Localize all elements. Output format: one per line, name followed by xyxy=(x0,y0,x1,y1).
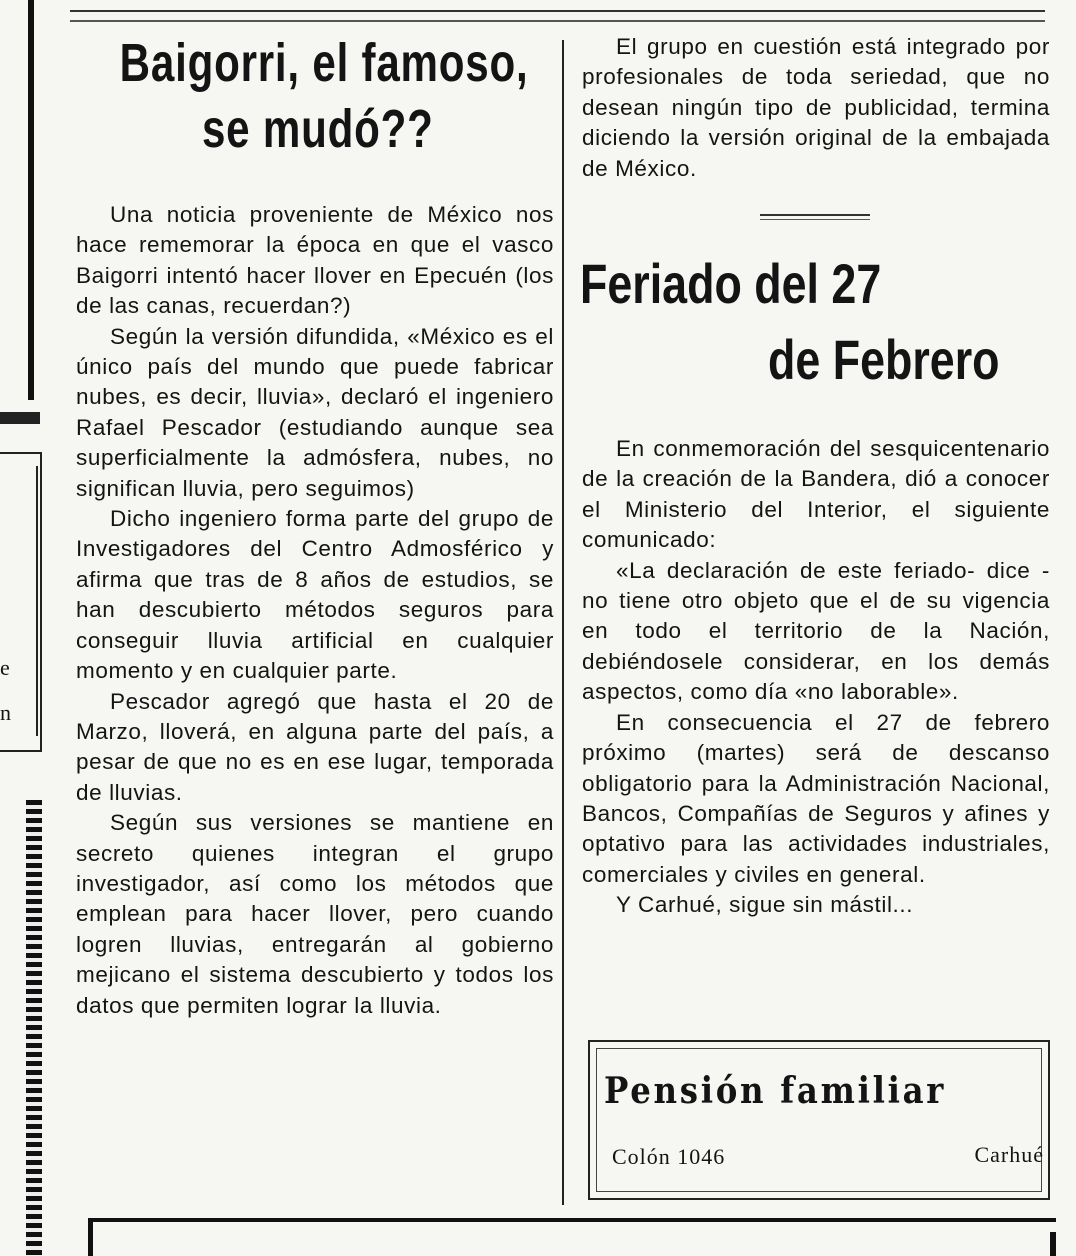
article-paragraph: «La declaración de este feriado- dice - no tiene otro objeto que el de su vigencia en todo el territorio de la Nación, debiéndosele considerar, en los demás aspectos, como día «no laborable». xyxy=(582,557,1050,705)
article-paragraph: Según sus versiones se mantiene en secreto quienes integran el grupo investigador, así como los métodos que emplean para hacer llover, pero cuando logren lluvias, entregarán al gobierno mejicano el sistema descubierto y todos los datos que permiten lograr la lluvia. xyxy=(76,810,554,1018)
advertisement-title: Pensión familiar xyxy=(604,1070,947,1112)
headline-line-2: se mudó?? xyxy=(201,99,434,159)
advertisement-city: Carhué xyxy=(974,1142,1044,1167)
article-paragraph: En conmemoración del sesquicentenario de la creación de la Bandera, dió a conocer el Ministerio del Interior, el siguiente comunicado: xyxy=(582,436,1050,553)
article-body xyxy=(66,200,554,1021)
margin-fragment-letter: e xyxy=(0,655,10,680)
headline-line-2: de Febrero xyxy=(768,328,1000,392)
article-headline xyxy=(119,30,529,162)
article-paragraph: Pescador agregó que hasta el 20 de Marzo, lloverá, en alguna parte del país, a pesar de que no es en ese lugar, temporada de lluvias. xyxy=(76,688,554,805)
advertisement-box xyxy=(588,1040,1050,1200)
advertisement-address: Colón 1046 xyxy=(612,1144,726,1169)
article-headline xyxy=(580,246,1000,398)
article-continuation xyxy=(580,32,1050,184)
article-paragraph: Una noticia proveniente de México nos hace rememorar la época en que el vasco Baigorri intentó hacer llover en Epecuén (los de las canas, recuerdan?) xyxy=(76,202,554,319)
left-margin-rule xyxy=(28,0,34,400)
article-feriado-body xyxy=(580,434,1050,921)
decorative-border xyxy=(26,800,42,1256)
headline-line-1: Baigorri, el famoso, xyxy=(119,33,529,93)
bottom-rule-corner xyxy=(88,1218,93,1256)
article-separator xyxy=(760,214,870,220)
left-margin-bar xyxy=(0,412,40,424)
article-paragraph: El grupo en cuestión está integrado por profesionales de toda seriedad, que no desean ningún tipo de publicidad, termina diciendo la versión original de la embajada de México. xyxy=(582,34,1050,181)
article-paragraph: Según la versión difundida, «México es el único país del mundo que puede fabricar nubes, es decir, lluvia», declaró el ingeniero Rafael Pescador (estudiando aunque sea superficialmente la admósfera, nubes, no significan lluvia, pero seguimos) xyxy=(76,323,554,501)
article-paragraph: Y Carhué, sigue sin mástil... xyxy=(616,892,914,918)
article-baigorri xyxy=(66,30,554,1021)
bottom-rule-corner xyxy=(1050,1232,1056,1256)
bottom-rule xyxy=(88,1218,1056,1222)
column-divider xyxy=(562,40,564,1205)
left-margin-box-rule xyxy=(36,466,38,736)
right-column xyxy=(580,32,1050,921)
article-paragraph: Dicho ingeniero forma parte del grupo de Investigadores del Centro Admosférico y afirma que tras de 8 años de estudios, se han descubierto métodos seguros para conseguir lluvia artificial en cualquier momento y en cualquier parte. xyxy=(76,506,554,684)
top-rule xyxy=(70,10,1045,22)
headline-line-1: Feriado del 27 xyxy=(580,252,882,316)
margin-fragment-letter: n xyxy=(0,700,11,725)
article-paragraph: En consecuencia el 27 de febrero próximo (martes) será de descanso obligatorio para la Administración Nacional, Bancos, Compañías de Seguros y afines y optativo para las actividades industriales, comerciales y civiles en general. xyxy=(582,709,1050,887)
